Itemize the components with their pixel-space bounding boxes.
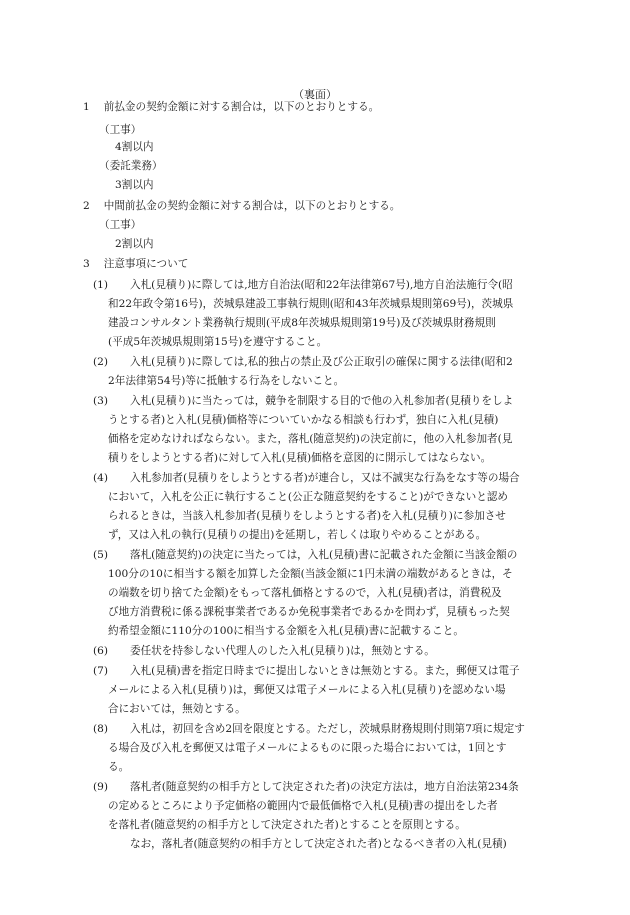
item-line: ず，又は入札の執行(見積りの提出)を延期し，若しくは取りやめることがある。	[108, 529, 487, 541]
item-line: 委任状を持参しない代理人のした入札(見積り)は，無効とする。	[130, 645, 435, 657]
item-line: る。	[108, 761, 130, 773]
item-line: 2年法律第54号)等に抵触する行為をしないこと。	[108, 375, 345, 387]
item-line: 価格を定めなければならない。また，落札(随意契約)の決定前に，他の入札参加者(見	[108, 433, 513, 445]
item-line: 落札(随意契約)の決定に当たっては，入札(見積)書に記載された金額に当該金額の	[130, 549, 518, 561]
item-line: 入札(見積り)に際しては,地方自治法(昭和22年法律第67号),地方自治法施行令(昭	[130, 279, 513, 291]
item-number: (6)	[93, 645, 109, 657]
item-number: (5)	[93, 549, 109, 561]
group-label: （工事）	[99, 219, 142, 231]
section-title: 前払金の契約金額に対する割合は，以下のとおりとする。	[103, 101, 380, 113]
item-number: (9)	[93, 781, 109, 793]
group-label: （委託業務）	[99, 160, 163, 172]
item-line: 入札(見積り)に際しては,私的独占の禁止及び公正取引の確保に関する法律(昭和2	[130, 356, 513, 368]
item-line: 入札は，初回を含め2回を限度とする。ただし，茨城県財務規則付則第7項に規定す	[130, 723, 525, 735]
item-line: 100分の10に相当する額を加算した金額(当該金額に1円未満の端数があるときは，そ	[108, 568, 513, 580]
group-value: 3割以内	[115, 179, 154, 191]
item-number: (7)	[93, 665, 109, 677]
item-line: る場合及び入札を郵便又は電子メールによるものに限った場合においては，1回とす	[108, 742, 507, 754]
item-line: の端数を切り捨てた金額)をもって落札価格とするので，入札(見積)者は，消費税及	[108, 587, 502, 599]
item-line: なお，落札者(随意契約の相手方として決定された者)となるべき者の入札(見積)	[130, 838, 507, 850]
item-number: (2)	[93, 356, 109, 368]
item-line: 建設コンサルタント業務執行規則(平成8年茨城県規則第19号)及び茨城県財務規則	[108, 317, 496, 329]
item-number: (4)	[93, 472, 109, 484]
item-line: うとする者)と入札(見積)価格等についていかなる相談も行わず，独自に入札(見積)	[108, 414, 499, 426]
item-line: の定めるところにより予定価格の範囲内で最低価格で入札(見積)書の提出をした者	[108, 800, 498, 812]
item-line: 入札(見積り)に当たっては，競争を制限する目的で他の入札参加者(見積りをしよ	[130, 395, 514, 407]
section-number: 1	[83, 101, 90, 113]
group-value: 2割以内	[115, 238, 154, 250]
item-line: び地方消費税に係る課税事業者であるか免税事業者であるかを問わず，見積もった契	[108, 606, 510, 618]
item-line: 積りをしようとする者)に対して入札(見積)価格を意図的に開示してはならない。	[108, 452, 492, 464]
item-number: (1)	[93, 279, 109, 291]
item-line: 和22年政令第16号)，茨城県建設工事執行規則(昭和43年茨城県規則第69号)，茨城県	[108, 298, 514, 310]
group-label: （工事）	[99, 124, 142, 136]
item-line: 入札(見積)書を指定日時までに提出しないときは無効とする。また，郵便又は電子	[130, 665, 520, 677]
item-number: (3)	[93, 395, 109, 407]
section-title: 中間前払金の契約金額に対する割合は，以下のとおりとする。	[103, 200, 401, 212]
item-line: 合においては，無効とする。	[108, 703, 246, 715]
group-value: 4割以内	[115, 141, 154, 153]
section-1	[83, 100, 379, 114]
section-3	[83, 257, 188, 271]
item-line: メールによる入札(見積り)は，郵便又は電子メールによる入札(見積り)を認めない場	[108, 684, 506, 696]
item-line: (平成5年茨城県規則第15号)を遵守すること。	[108, 336, 328, 348]
item-line: 落札者(随意契約の相手方として決定された者)の決定方法は，地方自治法第234条	[130, 781, 519, 793]
item-line: 約希望金額に110分の100に相当する金額を入札(見積)書に記載すること。	[108, 625, 464, 637]
section-number: 2	[83, 200, 90, 212]
section-number: 3	[83, 258, 90, 270]
section-title: 注意事項について	[103, 258, 189, 270]
section-2	[83, 199, 400, 213]
item-line: において，入札を公正に執行すること(公正な随意契約をすること)ができないと認め	[108, 491, 509, 503]
item-number: (8)	[93, 723, 109, 735]
item-line: 入札参加者(見積りをしようとする者)が連合し，又は不誠実な行為をなす等の場合	[130, 472, 520, 484]
item-line: を落札者(随意契約の相手方として決定された者)とすることを原則とする。	[108, 819, 466, 831]
page-header: （裏面）	[293, 88, 337, 101]
item-line: られるときは，当該入札参加者(見積りをしようとする者)を入札(見積り)に参加させ	[108, 510, 506, 522]
